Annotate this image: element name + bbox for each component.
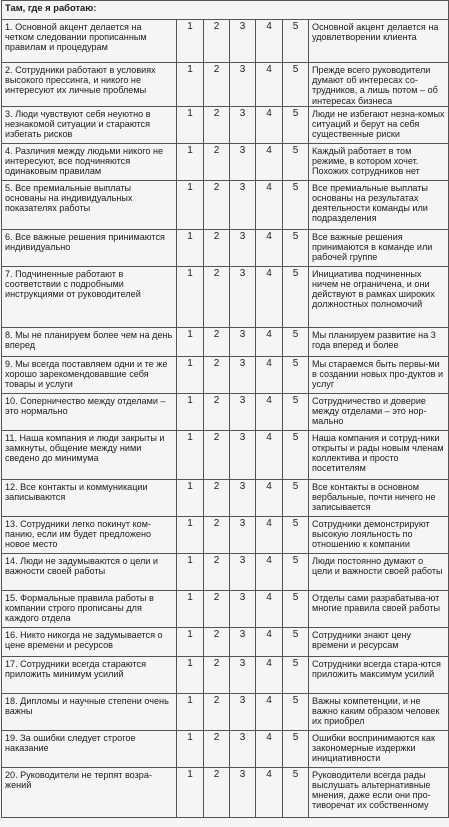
rating-option-2[interactable]: 2 [204,393,230,430]
rating-option-1[interactable]: 1 [177,590,204,627]
statement-right: Прежде всего руководители думают об интересах со-трудников, а лишь потом – об интересах бизнеса [309,63,449,107]
rating-option-5[interactable]: 5 [283,730,309,767]
rating-option-1[interactable]: 1 [177,656,204,693]
rating-option-3[interactable]: 3 [230,20,256,63]
statement-left: 19. За ошибки следует строгое наказание [2,730,177,767]
rating-option-1[interactable]: 1 [177,143,204,180]
rating-option-5[interactable]: 5 [283,393,309,430]
statement-right: Каждый работает в том режиме, в котором хочет. Похожих сотрудников нет [309,143,449,180]
rating-option-3[interactable]: 3 [230,430,256,479]
rating-option-1[interactable]: 1 [177,266,204,327]
rating-option-3[interactable]: 3 [230,693,256,730]
rating-option-2[interactable]: 2 [204,63,230,107]
rating-option-4[interactable]: 4 [256,553,283,590]
rating-option-1[interactable]: 1 [177,730,204,767]
rating-option-4[interactable]: 4 [256,356,283,393]
rating-option-2[interactable]: 2 [204,479,230,516]
table-row [2,393,449,430]
rating-option-4[interactable]: 4 [256,229,283,266]
statement-right: Основной акцент делается на удовлетворении клиента [309,20,449,63]
rating-option-4[interactable]: 4 [256,63,283,107]
rating-option-4[interactable]: 4 [256,730,283,767]
statement-left: 13. Сотрудники легко покинут ком-панию, если им будет предложено новое место [2,516,177,553]
rating-option-4[interactable]: 4 [256,590,283,627]
rating-option-1[interactable]: 1 [177,106,204,143]
rating-option-5[interactable]: 5 [283,479,309,516]
rating-option-1[interactable]: 1 [177,393,204,430]
rating-option-5[interactable]: 5 [283,516,309,553]
table-row [2,106,449,143]
rating-option-5[interactable]: 5 [283,266,309,327]
rating-option-1[interactable]: 1 [177,356,204,393]
rating-option-3[interactable]: 3 [230,656,256,693]
rating-option-3[interactable]: 3 [230,356,256,393]
statement-left: 8. Мы не планируем более чем на день вперед [2,327,177,356]
statement-left: 12. Все контакты и коммуникации записываются [2,479,177,516]
statement-right: Все контакты в основном вербальные, почти ничего не записывается [309,479,449,516]
rating-option-4[interactable]: 4 [256,693,283,730]
rating-option-3[interactable]: 3 [230,553,256,590]
rating-option-3[interactable]: 3 [230,516,256,553]
statement-right: Наша компания и сотруд-ники открыты и рады новым членам коллектива и просто посетителям [309,430,449,479]
statement-left: 10. Соперничество между отделами – это нормально [2,393,177,430]
rating-option-1[interactable]: 1 [177,627,204,656]
table-row [2,63,449,107]
rating-option-2[interactable]: 2 [204,356,230,393]
rating-option-1[interactable]: 1 [177,516,204,553]
rating-option-1[interactable]: 1 [177,553,204,590]
table-row [2,693,449,730]
rating-option-2[interactable]: 2 [204,590,230,627]
rating-option-2[interactable]: 2 [204,627,230,656]
rating-option-4[interactable]: 4 [256,20,283,63]
header-row [2,1,449,20]
rating-option-1[interactable]: 1 [177,327,204,356]
table-row [2,356,449,393]
table-header: Там, где я работаю: [2,1,449,20]
rating-option-5[interactable]: 5 [283,430,309,479]
rating-option-1[interactable]: 1 [177,767,204,817]
rating-option-3[interactable]: 3 [230,730,256,767]
rating-option-4[interactable]: 4 [256,106,283,143]
rating-option-2[interactable]: 2 [204,180,230,229]
rating-option-1[interactable]: 1 [177,430,204,479]
rating-option-5[interactable]: 5 [283,106,309,143]
statement-right: Все важные решения принимаются в команде или рабочей группе [309,229,449,266]
statement-right: Ошибки воспринимаются как закономерные издержки инициативности [309,730,449,767]
statement-right: Сотрудники знают цену времени и ресурсам [309,627,449,656]
statement-right: Сотрудничество и доверие между отделами – это нор-мально [309,393,449,430]
rating-option-1[interactable]: 1 [177,693,204,730]
statement-left: 5. Все премиальные выплаты основаны на индивидуальных показателях работы [2,180,177,229]
statement-right: Все премиальные выплаты основаны на результатах деятельности команды или подразделения [309,180,449,229]
table-row [2,479,449,516]
rating-option-5[interactable]: 5 [283,63,309,107]
rating-option-3[interactable]: 3 [230,143,256,180]
table-row [2,20,449,63]
statement-left: 3. Люди чувствуют себя неуютно в незнакомой ситуации и стараются избегать рисков [2,106,177,143]
rating-option-5[interactable]: 5 [283,143,309,180]
rating-option-2[interactable]: 2 [204,106,230,143]
rating-option-5[interactable]: 5 [283,553,309,590]
statement-right: Люди не избегают незна-комых ситуаций и берут на себя существенные риски [309,106,449,143]
rating-option-4[interactable]: 4 [256,767,283,817]
rating-option-3[interactable]: 3 [230,327,256,356]
rating-option-3[interactable]: 3 [230,266,256,327]
rating-option-4[interactable]: 4 [256,266,283,327]
statement-right: Сотрудники всегда стара-ются приложить максимум усилий [309,656,449,693]
rating-option-4[interactable]: 4 [256,327,283,356]
rating-option-2[interactable]: 2 [204,553,230,590]
table-row [2,229,449,266]
table-row [2,327,449,356]
statement-left: 15. Формальные правила работы в компании строго прописаны для каждого отдела [2,590,177,627]
rating-option-3[interactable]: 3 [230,106,256,143]
statement-left: 7. Подчиненные работают в соответствии с подробными инструкциями от руководителей [2,266,177,327]
statement-left: 1. Основной акцент делается на четком следовании прописанным правилам и процедурам [2,20,177,63]
statement-right: Мы планируем развитие на 3 года вперед и более [309,327,449,356]
statement-right: Важны компетенции, и не важно каким образом человек их приобрел [309,693,449,730]
statement-left: 9. Мы всегда поставляем одни и те же хорошо зарекомендовавшие себя товары и услуги [2,356,177,393]
rating-option-4[interactable]: 4 [256,143,283,180]
rating-option-3[interactable]: 3 [230,627,256,656]
rating-option-1[interactable]: 1 [177,180,204,229]
rating-option-5[interactable]: 5 [283,229,309,266]
rating-option-5[interactable]: 5 [283,656,309,693]
statement-left: 11. Наша компания и люди закрыты и замкнуты, общение между ними сведено до минимума [2,430,177,479]
statement-right: Сотрудники демонстрируют высокую лояльность по отношению к компании [309,516,449,553]
rating-option-4[interactable]: 4 [256,656,283,693]
table-row [2,516,449,553]
table-row [2,180,449,229]
table-row [2,730,449,767]
table-row [2,266,449,327]
rating-option-1[interactable]: 1 [177,229,204,266]
rating-option-2[interactable]: 2 [204,143,230,180]
rating-option-2[interactable]: 2 [204,656,230,693]
rating-option-2[interactable]: 2 [204,266,230,327]
statement-right: Люди постоянно думают о цели и важности своей работы [309,553,449,590]
table-row [2,553,449,590]
rating-option-2[interactable]: 2 [204,229,230,266]
statement-right: Инициатива подчиненных ничем не ограничена, и они действуют в рамках широких должностных полномочий [309,266,449,327]
table-row [2,143,449,180]
rating-option-2[interactable]: 2 [204,516,230,553]
table-row [2,590,449,627]
survey-table [1,0,449,818]
statement-left: 6. Все важные решения принимаются индивидуально [2,229,177,266]
statement-left: 20. Руководители не терпят возра-жений [2,767,177,817]
rating-option-5[interactable]: 5 [283,356,309,393]
rating-option-1[interactable]: 1 [177,63,204,107]
table-row [2,627,449,656]
rating-option-2[interactable]: 2 [204,20,230,63]
table-row [2,767,449,817]
rating-option-2[interactable]: 2 [204,767,230,817]
table-row [2,656,449,693]
statement-right: Отделы сами разрабатыва-ют многие правила своей работы [309,590,449,627]
rating-option-5[interactable]: 5 [283,693,309,730]
rating-option-1[interactable]: 1 [177,20,204,63]
rating-option-1[interactable]: 1 [177,479,204,516]
table-row [2,430,449,479]
rating-option-3[interactable]: 3 [230,479,256,516]
statement-right: Руководители всегда рады выслушать альтернативные мнения, даже если они про-тиворечат их собственному [309,767,449,817]
rating-option-4[interactable]: 4 [256,627,283,656]
rating-option-2[interactable]: 2 [204,693,230,730]
rating-option-5[interactable]: 5 [283,627,309,656]
statement-left: 2. Сотрудники работают в условиях высокого прессинга, и никого не интересуют их личные проблемы [2,63,177,107]
statement-right: Мы стараемся быть первы-ми в создании новых про-дуктов и услуг [309,356,449,393]
rating-option-2[interactable]: 2 [204,327,230,356]
rating-option-3[interactable]: 3 [230,180,256,229]
statement-left: 14. Люди не задумываются о цели и важности своей работы [2,553,177,590]
statement-left: 4. Различия между людьми никого не интересуют, все подчиняются одинаковым правилам [2,143,177,180]
statement-left: 18. Дипломы и научные степени очень важны [2,693,177,730]
rating-option-4[interactable]: 4 [256,516,283,553]
rating-option-4[interactable]: 4 [256,180,283,229]
rating-option-5[interactable]: 5 [283,20,309,63]
rating-option-4[interactable]: 4 [256,479,283,516]
statement-left: 17. Сотрудники всегда стараются приложить минимум усилий [2,656,177,693]
rating-option-3[interactable]: 3 [230,393,256,430]
rating-option-3[interactable]: 3 [230,767,256,817]
rating-option-5[interactable]: 5 [283,590,309,627]
rating-option-2[interactable]: 2 [204,430,230,479]
rating-option-5[interactable]: 5 [283,327,309,356]
rating-option-4[interactable]: 4 [256,393,283,430]
rating-option-2[interactable]: 2 [204,730,230,767]
rating-option-3[interactable]: 3 [230,63,256,107]
rating-option-5[interactable]: 5 [283,767,309,817]
statement-left: 16. Никто никогда не задумывается о цене времени и ресурсов [2,627,177,656]
rating-option-3[interactable]: 3 [230,590,256,627]
rating-option-4[interactable]: 4 [256,430,283,479]
rating-option-5[interactable]: 5 [283,180,309,229]
rating-option-3[interactable]: 3 [230,229,256,266]
